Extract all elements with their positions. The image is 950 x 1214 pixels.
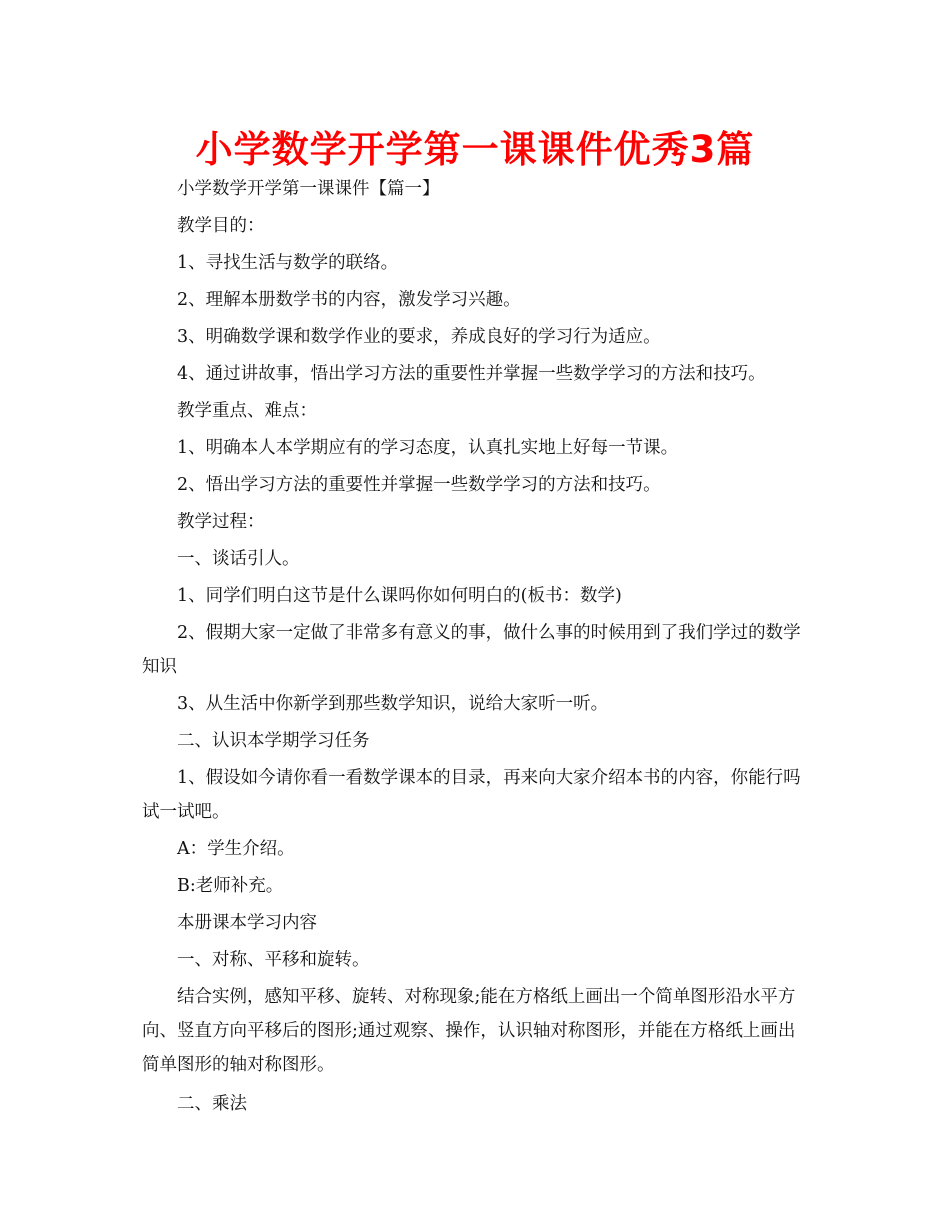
paragraph: 一、谈话引人。 (177, 549, 300, 569)
paragraph: 1、同学们明白这节是什么课吗你如何明白的(板书：数学) (177, 586, 622, 606)
paragraph: 1、明确本人本学期应有的学习态度，认真扎实地上好每一节课。 (177, 438, 679, 458)
paragraph: 教学重点、难点： (177, 401, 317, 421)
paragraph: 教学目的： (177, 216, 265, 236)
document-body (142, 172, 806, 1121)
paragraph: 结合实例，感知平移、旋转、对称现象;能在方格纸上画出一个简单图形沿水平方向、竖直方向平移后的图形;通过观察、操作，认识轴对称图形，并能在方格纸上画出简单图形的轴对称图形。 (142, 987, 796, 1075)
paragraph: B:老师补充。 (177, 876, 284, 896)
section-heading: 小学数学开学第一课课件【篇一】 (177, 179, 440, 199)
paragraph: 本册课本学习内容 (177, 913, 317, 933)
paragraph: 二、乘法 (177, 1094, 247, 1114)
paragraph: 3、从生活中你新学到那些数学知识，说给大家听一听。 (177, 694, 609, 714)
paragraph: 3、明确数学课和数学作业的要求，养成良好的学习行为适应。 (177, 327, 661, 347)
document-title: 小学数学开学第一课课件优秀3篇 (195, 128, 755, 171)
paragraph: 1、寻找生活与数学的联络。 (177, 253, 399, 273)
paragraph: 4、通过讲故事，悟出学习方法的重要性并掌握一些数学学习的方法和技巧。 (177, 364, 766, 384)
paragraph: 1、假设如今请你看一看数学课本的目录，再来向大家介绍本书的内容，你能行吗试一试吧。 (142, 768, 801, 822)
paragraph: 教学过程： (177, 512, 265, 532)
paragraph: 二、认识本学期学习任务 (177, 731, 370, 751)
paragraph: 一、对称、平移和旋转。 (177, 950, 370, 970)
paragraph: A：学生介绍。 (177, 839, 295, 859)
paragraph: 2、假期大家一定做了非常多有意义的事，做什么事的时候用到了我们学过的数学知识 (142, 623, 801, 677)
paragraph: 2、悟出学习方法的重要性并掌握一些数学学习的方法和技巧。 (177, 475, 661, 495)
paragraph: 2、理解本册数学书的内容，激发学习兴趣。 (177, 290, 521, 310)
